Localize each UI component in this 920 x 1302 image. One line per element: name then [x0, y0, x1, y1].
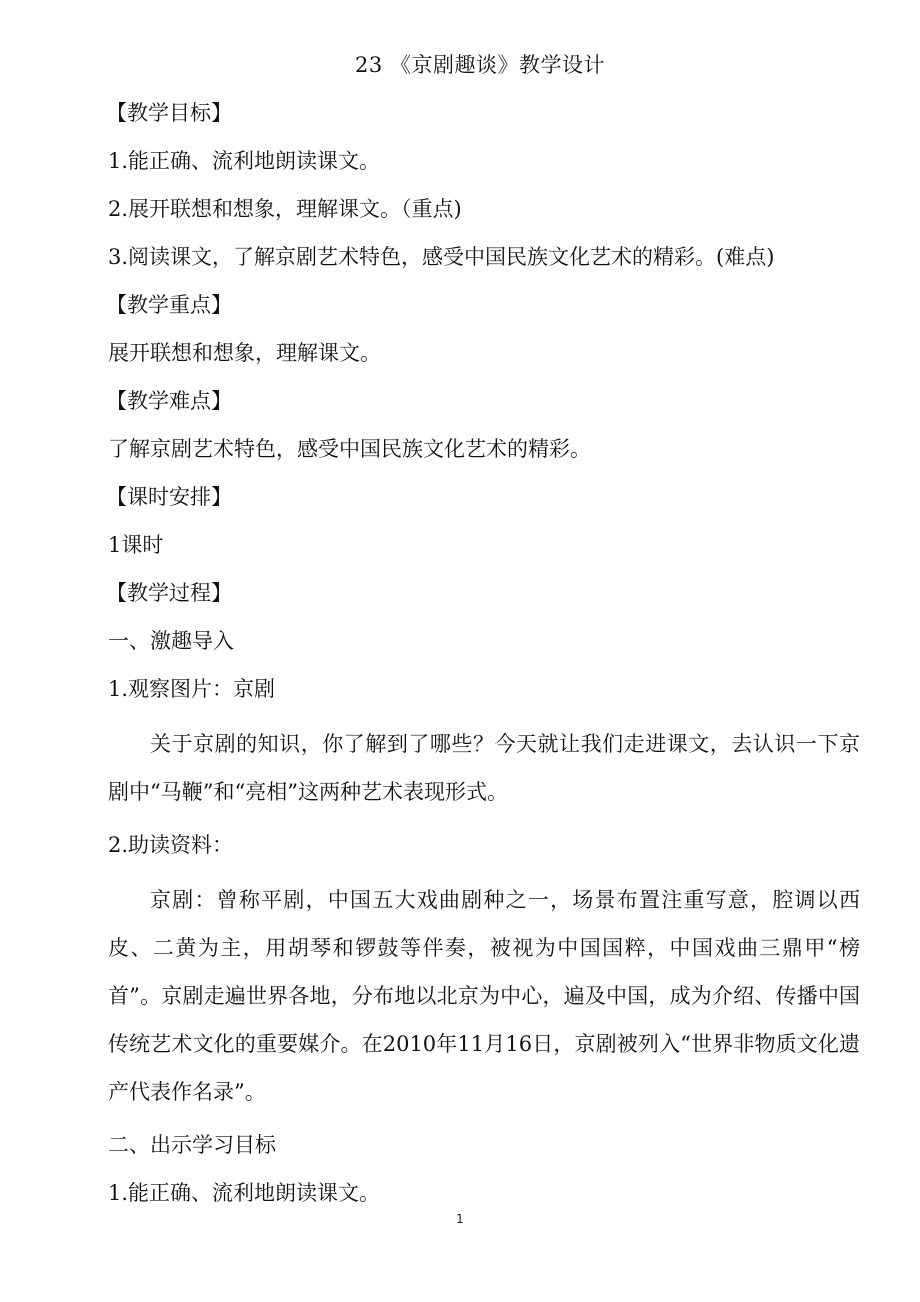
step-2-1: 1.能正确、流利地朗读课文。 [108, 1181, 381, 1205]
schedule-heading: 【课时安排】 [106, 485, 232, 509]
goals-heading: 【教学目标】 [106, 101, 232, 125]
schedule-text: 1课时 [108, 533, 164, 557]
part-2-heading: 二、出示学习目标 [108, 1133, 276, 1157]
document-body [108, 96, 860, 1224]
document-title: 23 《京剧趣谈》教学设计 [355, 53, 605, 77]
process-heading: 【教学过程】 [106, 581, 232, 605]
goal-2: 2.展开联想和想象，理解课文。（重点) [108, 197, 462, 221]
key-text: 展开联想和想象，理解课文。 [108, 341, 381, 365]
step-1-2: 2.助读资料： [108, 833, 234, 857]
difficulty-text: 了解京剧艺术特色，感受中国民族文化艺术的精彩。 [108, 437, 591, 461]
step-1-1-paragraph: 关于京剧的知识，你了解到了哪些？今天就让我们走进课文，去认识一下京剧中“马鞭”和“亮相”这两种艺术表现形式。 [108, 732, 860, 804]
goal-3: 3.阅读课文，了解京剧艺术特色，感受中国民族文化艺术的精彩。(难点) [108, 245, 775, 269]
goal-1: 1.能正确、流利地朗读课文。 [108, 149, 381, 173]
difficulty-heading: 【教学难点】 [106, 389, 232, 413]
key-heading: 【教学重点】 [106, 293, 232, 317]
page-number: 1 [456, 1212, 464, 1226]
step-1-1: 1.观察图片：京剧 [108, 677, 276, 701]
step-1-2-paragraph: 京剧：曾称平剧，中国五大戏曲剧种之一，场景布置注重写意，腔调以西皮、二黄为主，用胡琴和锣鼓等伴奏，被视为中国国粹，中国戏曲三鼎甲“榜首”。京剧走遍世界各地，分布地以北京为中心，遍及中国，成为介绍、传播中国传统艺术文化的重要媒介。在2010年11月16日，京剧被列入“世界非物质文化遗产代表作名录”。 [108, 888, 860, 1104]
part-1-heading: 一、激趣导入 [108, 629, 234, 653]
